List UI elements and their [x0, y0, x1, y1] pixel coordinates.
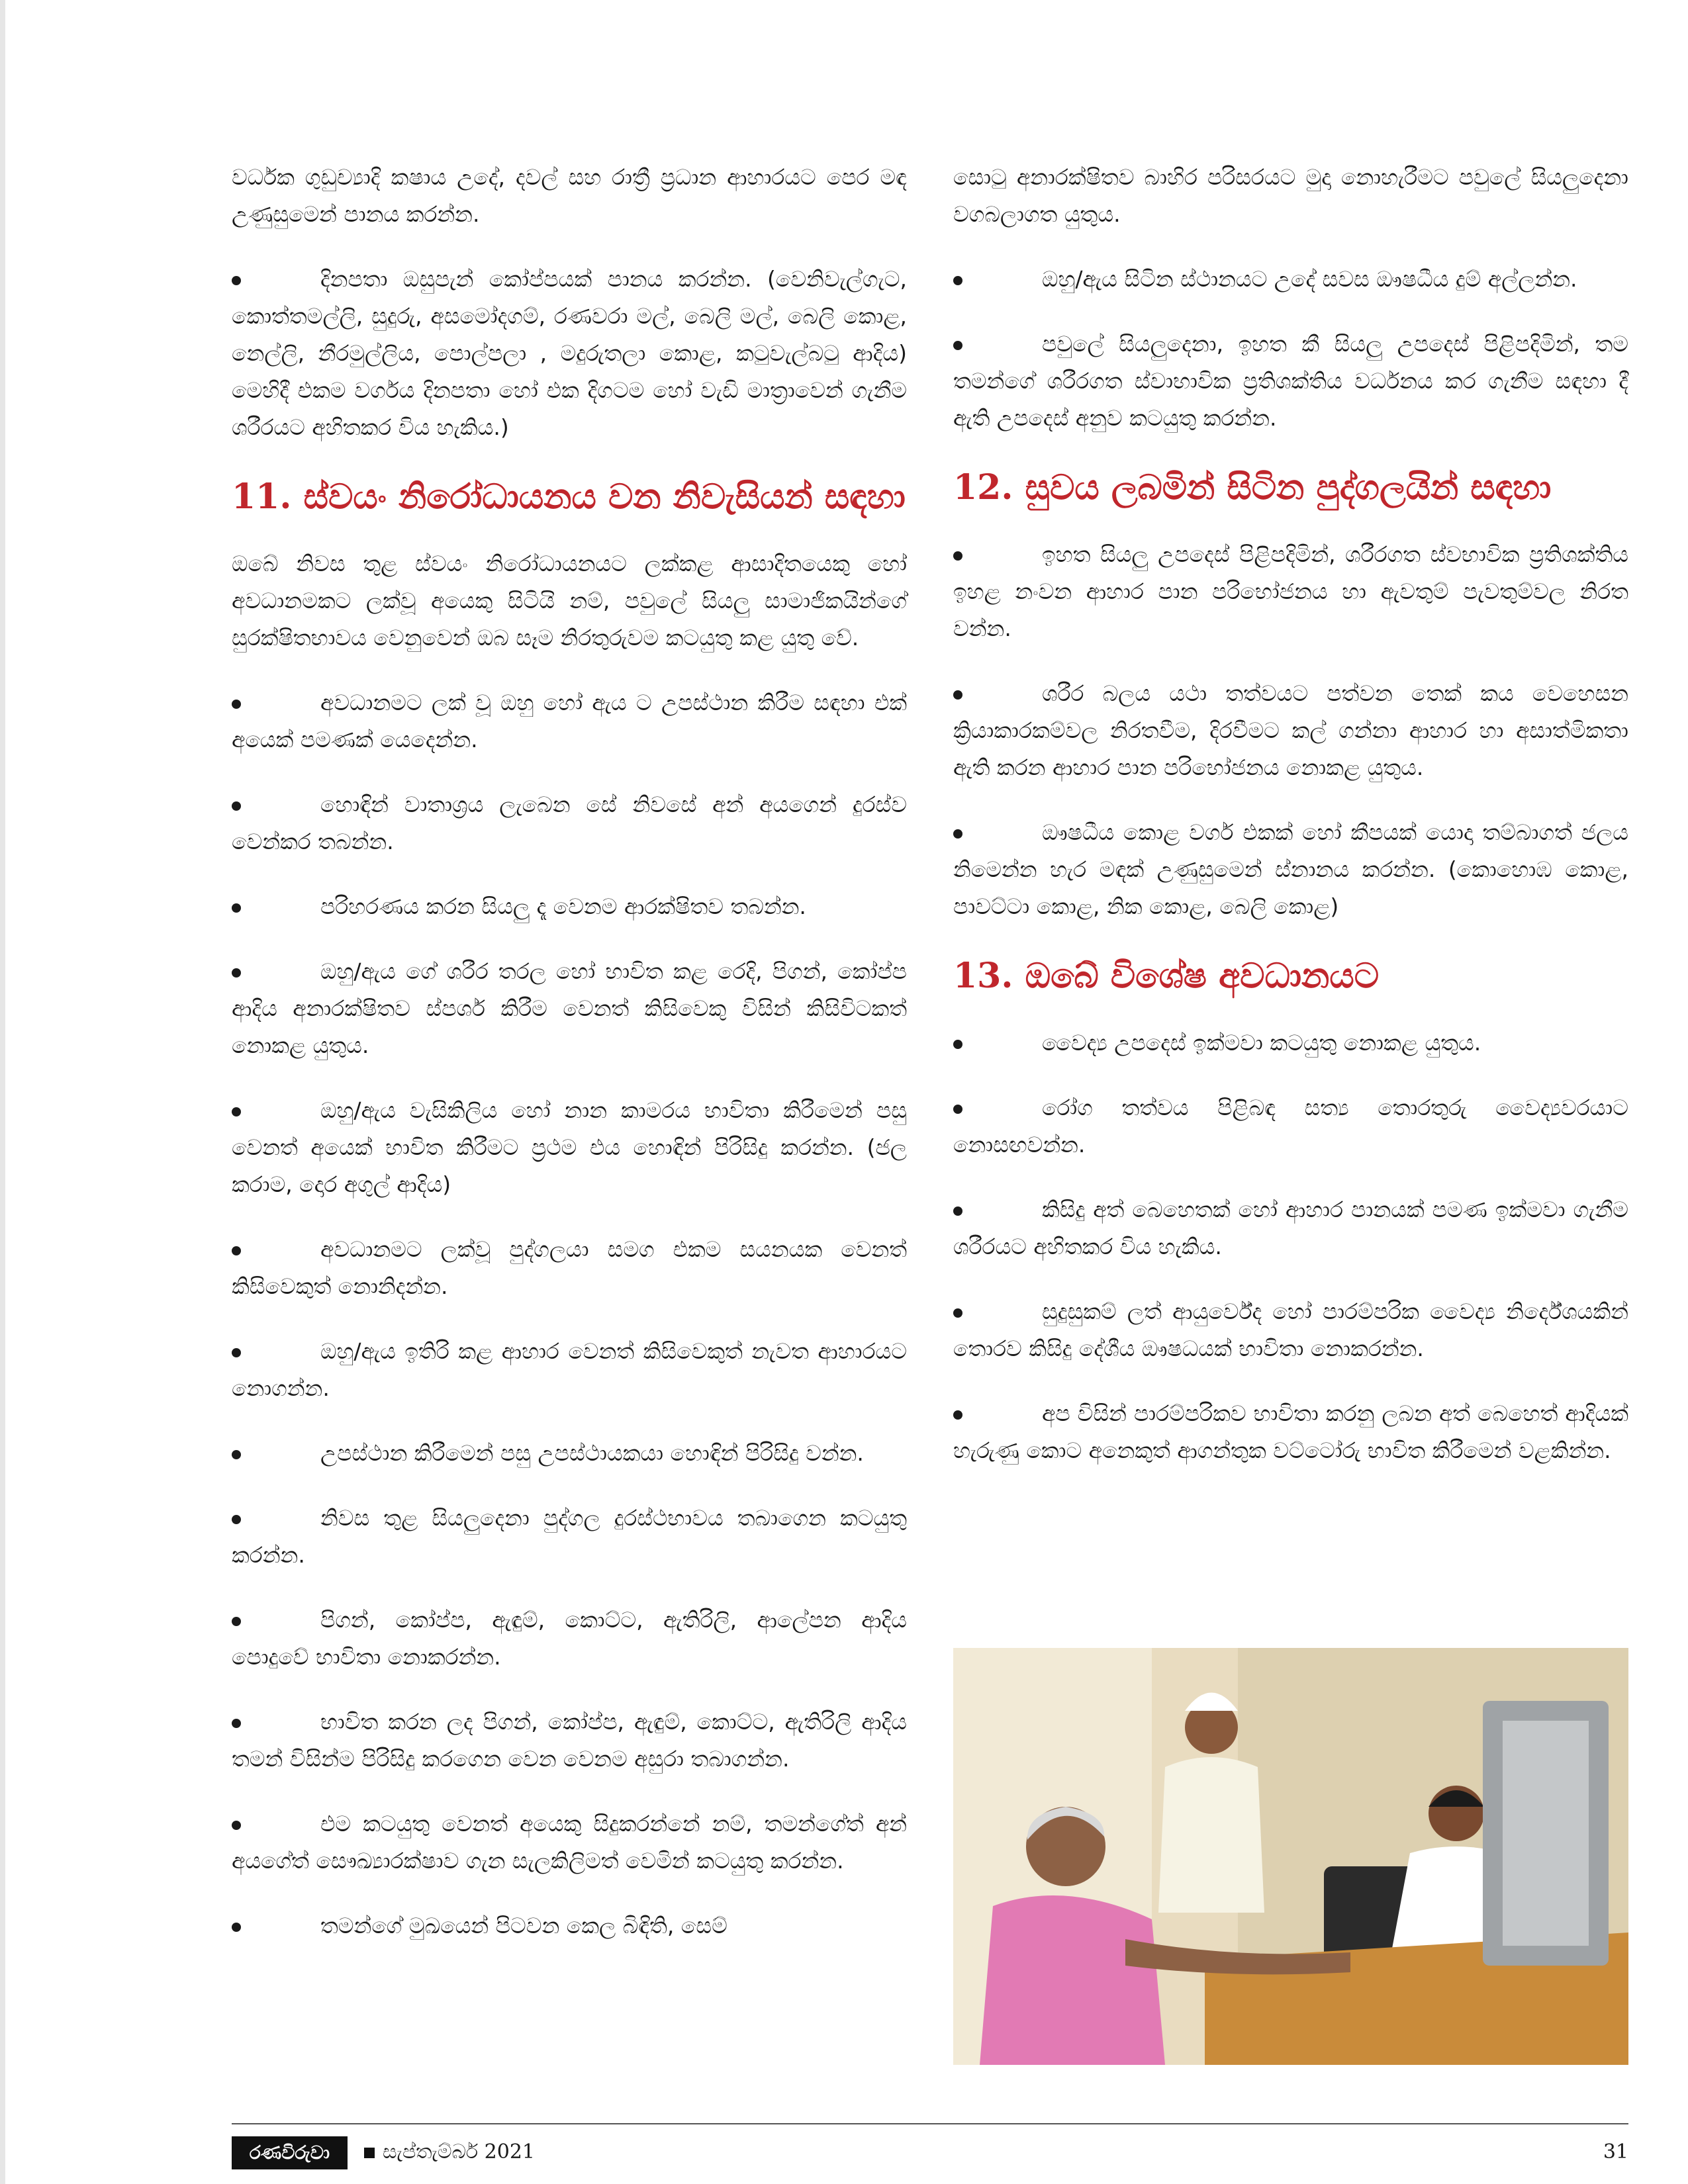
list-item — [953, 1024, 1628, 1062]
list-item-text: පිගන්, කෝප්ප, ඇඳුම්, කොට්ට, ඇතිරිලි, ආලේපන ආදිය පොදුවේ භාවිතා නොකරන්න. — [232, 1607, 907, 1670]
paragraph-continuation: සොටු අනාරක්ෂිතව බාහිර පරිසරයට මුදා නොහැරීමට පවුලේ සියලුදෙනා වගබලාගත යුතුය. — [953, 164, 1628, 227]
list-item-text: ඖෂධීය කොළ වර්ග එකක් හෝ කීපයක් යොදා තම්බාගත් ජලය නිමෙන්න හැර මඳක් උණුසුමෙන් ස්නානය කරන්න. (කොහොඹ කොළ, පාවට්ටා කොළ, නික කොළ, බෙලි කොළ) — [953, 819, 1628, 919]
list-item — [232, 1907, 907, 1944]
paragraph-intro: වර්ධක ගුඩුච්‍යාදි කෂාය උදේ, දවල් සහ රාත්‍රී ප්‍රධාන ආහාරයට පෙර මඳ උණුසුමෙන් පානය කරන්න. — [232, 164, 907, 227]
page-footer — [232, 2135, 1628, 2175]
clinic-photo — [953, 1648, 1628, 2065]
list-item-text: පවුලේ සියලුදෙනා, ඉහත කී සියලු උපදෙස් පිළිපදිමින්, තම තමන්ගේ ශරීරගත ස්වාභාවික ප්‍රතිශක්තිය වර්ධනය කර ගැනීම සඳහා දී ඇති උපදෙස් අනුව කටයුතු කරන්න. — [953, 331, 1628, 431]
section-heading-11: 11. ස්වයං නිරෝධායනය වන නිවැසියන් සඳහා — [232, 477, 906, 517]
bullet-icon — [953, 1206, 962, 1216]
section-heading-13: 13. ඔබේ විශේෂ අවධානයට — [953, 956, 1380, 996]
list-item — [953, 1293, 1628, 1367]
clinic-photo-illustration — [953, 1648, 1628, 2065]
list-item — [232, 1805, 907, 1880]
list-item-text: ඔහු/ඇය සිටින ස්ථානයට උදේ සවස ඖෂධීය දුම් අල්ලන්න. — [1042, 266, 1577, 292]
list-item — [953, 1191, 1628, 1265]
list-item — [232, 953, 907, 1064]
list-item — [232, 261, 907, 446]
list-item-text: රෝග තත්වය පිළිබඳ සත්‍ය තොරතුරු වෛද්‍යවරයාට නොසඟවන්න. — [953, 1095, 1628, 1158]
list-item — [232, 1704, 907, 1778]
list-item — [953, 1089, 1628, 1163]
bullet-icon — [232, 903, 241, 913]
list-item — [232, 1231, 907, 1305]
list-item-text: අවධානමට ලක් වූ ඔහු හෝ ඇය ට උපස්ථාන කිරීම සඳහා එක් අයෙක් පමණක් යෙදෙන්න. — [232, 690, 907, 752]
paragraph-intro-11: ඔබේ නිවස තුළ ස්වයං නිරෝධායනයට ලක්කළ ආසාදිතයෙකු හෝ අවධානමකට ලක්වූ අයෙකු සිටියි නම්, පවුලේ සියලු සාමාජිකයින්ගේ සුරක්ෂිතභාවය වෙනුවෙන් ඔබ සෑම නිරතුරුවම කටයුතු කළ යුතු වේ. — [232, 551, 907, 651]
list-item-text: එම කටයුතු වෙනත් අයෙකු සිදුකරන්නේ නම්, තමන්ගේත් අන් අයගේත් සෞඛ්‍යාරක්ෂාව ගැන සැලකිලිමත් වෙමින් කටයුතු කරන්න. — [232, 1811, 907, 1874]
list-item-text: ඔහු/ඇය ඉතිරි කළ ආහාර වෙනත් කිසිවෙකුත් නැවත ආහාරයට නොගන්න. — [232, 1338, 907, 1401]
bullet-icon — [232, 968, 241, 978]
square-bullet-icon — [364, 2148, 375, 2158]
bullet-icon — [232, 1821, 241, 1830]
list-item-text: භාවිත කරන ලද පිගන්, කෝප්ප, ඇඳුම්, කොට්ට, ඇතිරිලි ආදිය තමන් විසින්ම පිරිසිදු කරගෙන වෙන වෙනම අසුරා තබාගන්න. — [232, 1709, 907, 1772]
bullet-icon — [232, 1617, 241, 1626]
footer-rule — [232, 2123, 1628, 2124]
list-item — [953, 1395, 1628, 1469]
list-item-text: වෛද්‍ය උපදෙස් ඉක්මවා කටයුතු නොකළ යුතුය. — [1042, 1030, 1481, 1056]
page-edge-shadow — [0, 0, 5, 2184]
bullet-icon — [232, 1246, 241, 1255]
left-column — [232, 159, 907, 1972]
bullet-icon — [953, 690, 962, 700]
list-item — [953, 326, 1628, 437]
list-item — [232, 1602, 907, 1676]
bullet-icon — [232, 1348, 241, 1357]
bullet-icon — [953, 551, 962, 561]
list-item-text: තමන්ගේ මුඛයෙන් පිටවන කෙල බිඳිති, සෙම් — [320, 1913, 727, 1938]
list-item-text: දිනපතා ඔසුපැන් කෝප්පයක් පානය කරන්න. (වෙනිවැල්ගැට, කොත්තමල්ලි, සුදුරු, අසමෝදගම්, රණවරා මල්, බෙලි මල්, බෙලි කොළ, නෙල්ලි, නීරමුල්ලිය, පොල්පලා , මදුරුතලා කොළ, කටුවැල්බටු ආදිය) මෙහිදී එකම වර්ගය දිනපතා හෝ එක දිගටම හෝ වැඩි මාත්‍රාවෙන් ගැනීම ශරීරයට අහිතකර විය හැකිය.) — [232, 266, 907, 440]
list-item-text: ශරීර බලය යථා තත්වයට පත්වන තෙක් කය වෙහෙසන ක්‍රියාකාරකම්වල නිරතවීම, දිරවීමට කල් ගන්නා ආහාර හා අසාත්මිකතා ඇති කරන ආහාර පාන පරිභෝජනය නොකළ යුතුය. — [953, 680, 1628, 780]
list-item — [232, 1333, 907, 1407]
list-item-text: කිසිදු අත් බෙහෙතක් හෝ ආහාර පානයක් පමණ ඉක්මවා ගැනීම ශරීරයට අහිතකර විය හැකිය. — [953, 1197, 1628, 1259]
bullet-icon — [953, 829, 962, 839]
list-item — [232, 888, 907, 925]
bullet-icon — [232, 1923, 241, 1932]
list-item-text: ඉහත සියලු උපදෙස් පිළිපදිමින්, ශරීරගත ස්වභාවික ප්‍රතිශක්තිය ඉහළ නංවන ආහාර පාන පරිභෝජනය හා ඇවතුම් පැවතුම්වල නිරත වන්න. — [953, 541, 1628, 641]
section-heading-12: 12. සුවය ලබමින් සිටින පුද්ගලයින් සඳහා — [953, 467, 1552, 508]
bullet-icon — [953, 276, 962, 285]
list-item-text: සුදුසුකම් ලත් ආයුර්වේද හෝ පාරම්පරික වෛද්‍ය නිර්දේශයකින් තොරව කිසිදු දේශීය ඖෂධයක් භාවිතා නොකරන්න. — [953, 1298, 1628, 1361]
list-item-text: ඔහු/ඇය වැසිකිලිය හෝ නාන කාමරය භාවිතා කිරීමෙන් පසු වෙනත් අයෙක් භාවිත කිරීමට ප්‍රථම එය හොඳින් පිරිසිදු කරන්න. (ජල කරාම, දොර අගුල් ආදිය) — [232, 1097, 907, 1197]
issue-date — [364, 2140, 535, 2163]
list-item-text: හොඳින් වාතාශ්‍රය ලැබෙන සේ නිවසේ අන් අයගෙන් දුරස්ව වෙන්කර තබන්න. — [232, 792, 907, 854]
list-item-text: උපස්ථාන කිරීමෙන් පසු උපස්ථායකයා හොඳින් පිරිසිදු වන්න. — [320, 1440, 864, 1466]
list-item — [232, 1500, 907, 1574]
list-item — [953, 536, 1628, 647]
bullet-icon — [953, 1410, 962, 1420]
bullet-icon — [232, 1515, 241, 1524]
list-item — [232, 1435, 907, 1472]
bullet-icon — [953, 1105, 962, 1114]
issue-date-text: සැප්තැම්බර් 2021 — [383, 2140, 536, 2163]
list-item — [953, 675, 1628, 786]
list-item — [953, 261, 1628, 298]
list-item-text: ඔහු/ඇය ගේ ශරීර තරල හෝ භාවිත කළ රෙදි, පිගන්, කෝප්ප ආදිය අනාරක්ෂිතව ස්පර්ශ කිරීම වෙනත් කිසිවෙකු විසින් කිසිවිටකත් නොකළ යුතුය. — [232, 958, 907, 1058]
bullet-icon — [232, 1107, 241, 1116]
bullet-icon — [232, 1450, 241, 1459]
bullet-icon — [232, 801, 241, 811]
bullet-icon — [953, 341, 962, 350]
list-item-text: අවධානමට ලක්වූ පුද්ගලයා සමග එකම සයනයක වෙනත් කිසිවෙකුත් නොනිදන්න. — [232, 1236, 907, 1299]
right-column — [953, 159, 1628, 1497]
list-item — [953, 814, 1628, 925]
bullet-icon — [232, 276, 241, 285]
list-item — [232, 684, 907, 758]
list-item-text: පරිහරණය කරන සියලු දෑ වෙනම ආරක්ෂිතව තබන්න. — [320, 893, 806, 919]
page-number: 31 — [1603, 2140, 1628, 2163]
list-item — [232, 1092, 907, 1203]
list-item-text: අප විසින් පාරම්පරිකව භාවිතා කරනු ලබන අත් බෙහෙත් ආදියක් හැරුණු කොට අනෙකුත් ආගන්තුක වට්ටෝරු භාවිත කිරීමෙන් වළකින්න. — [953, 1400, 1628, 1463]
list-item-text: නිවස තුළ සියලුදෙනා පුද්ගල දුරස්ථභාවය තබාගෙන කටයුතු කරන්න. — [232, 1505, 907, 1568]
bullet-icon — [232, 1719, 241, 1728]
bullet-icon — [953, 1040, 962, 1049]
list-item — [232, 786, 907, 860]
bullet-icon — [953, 1308, 962, 1318]
bullet-icon — [232, 700, 241, 709]
magazine-logo: රණවිරුවා — [232, 2136, 348, 2169]
